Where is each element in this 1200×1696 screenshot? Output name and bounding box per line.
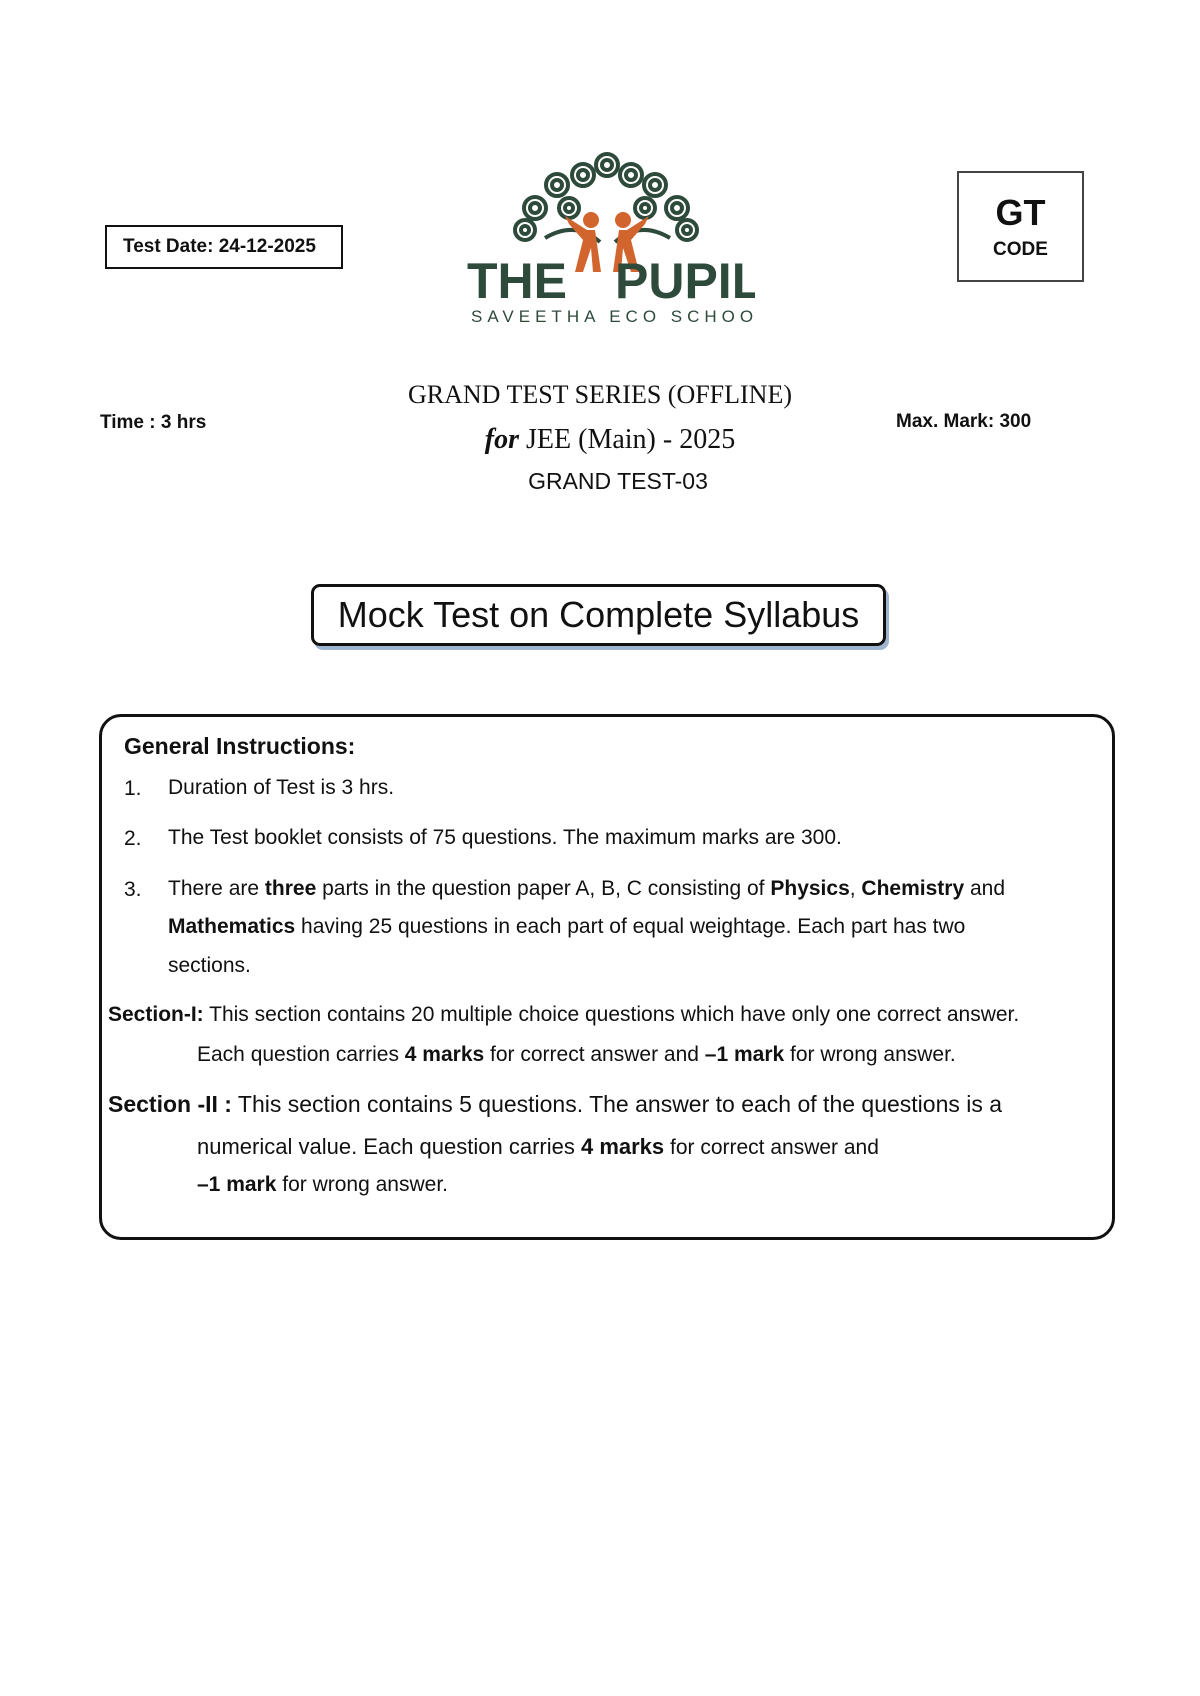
exam-prefix: for bbox=[484, 424, 520, 455]
instruction-item-cont: sections. bbox=[168, 954, 251, 977]
test-date-box bbox=[105, 225, 343, 269]
item-number: 3. bbox=[124, 878, 142, 901]
exam-title bbox=[300, 424, 920, 456]
section-one-label: Section-I: bbox=[108, 1003, 204, 1026]
logo-subtitle: SAVEETHA ECO SCHOOL bbox=[471, 307, 755, 325]
instruction-item: Duration of Test is 3 hrs. bbox=[168, 776, 395, 799]
section-two-label: Section -II : bbox=[108, 1091, 232, 1117]
gt-code-box bbox=[957, 171, 1084, 282]
item-number: 2. bbox=[124, 827, 142, 850]
gt-code: GT bbox=[995, 192, 1046, 233]
mock-test-title: Mock Test on Complete Syllabus bbox=[337, 594, 860, 635]
section-two: Section -II : This section contains 5 questions. The answer to each of the questions is a bbox=[108, 1091, 1003, 1117]
test-date: Test Date: 24-12-2025 bbox=[123, 236, 316, 257]
logo-word-right: PUPIL bbox=[615, 253, 755, 309]
instruction-item-cont: Mathematics having 25 questions in each part of equal weightage. Each part has two bbox=[168, 915, 966, 938]
mock-test-banner bbox=[311, 584, 886, 646]
time-label: Time : 3 hrs bbox=[100, 412, 207, 433]
test-name: GRAND TEST-03 bbox=[528, 468, 708, 494]
logo-word-left: THE bbox=[467, 253, 567, 309]
exam-name: JEE (Main) - 2025 bbox=[526, 424, 736, 455]
school-logo bbox=[465, 150, 755, 325]
series-title: GRAND TEST SERIES (OFFLINE) bbox=[407, 380, 792, 409]
max-mark-label: Max. Mark: 300 bbox=[896, 411, 1032, 432]
section-one-marks: Each question carries 4 marks for correct answer and –1 mark for wrong answer. bbox=[197, 1043, 956, 1066]
instruction-item: There are three parts in the question paper A, B, C consisting of Physics, Chemistry and bbox=[168, 877, 1005, 900]
section-one: Section-I: This section contains 20 multiple choice questions which have only one correct answer. bbox=[108, 1003, 1020, 1026]
section-two-negative: –1 mark for wrong answer. bbox=[197, 1173, 448, 1196]
instruction-item: The Test booklet consists of 75 questions. The maximum marks are 300. bbox=[168, 826, 842, 849]
tree-icon bbox=[465, 150, 755, 325]
section-two-marks: numerical value. Each question carries 4 marks for correct answer and bbox=[197, 1134, 879, 1159]
instructions-heading: General Instructions: bbox=[124, 733, 356, 759]
item-number: 1. bbox=[124, 777, 142, 800]
code-label: CODE bbox=[993, 239, 1048, 260]
